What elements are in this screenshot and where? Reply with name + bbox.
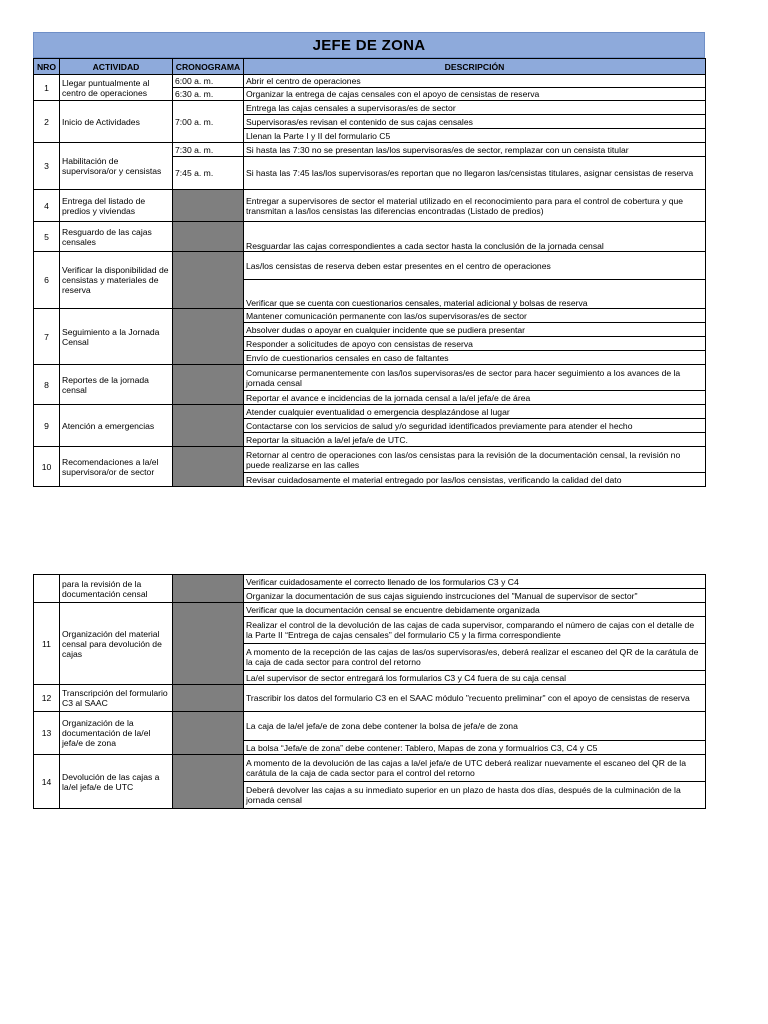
- header-nro: NRO: [34, 59, 60, 75]
- table-row: [34, 190, 706, 222]
- actividad-cell: Atención a emergencias: [60, 405, 173, 447]
- actividad-cell: Inicio de Actividades: [60, 101, 173, 143]
- actividad-cell: para la revisión de la documentación censal: [60, 575, 173, 603]
- descripcion-cell: Entrega las cajas censales a supervisoras/es de sector: [244, 101, 706, 115]
- sheet-title: JEFE DE ZONA: [33, 32, 705, 58]
- nro-cell: 2: [34, 101, 60, 143]
- descripcion-cell: La bolsa “Jefa/e de zona” debe contener: Tablero, Mapas de zona y formualrios C3, C4 y C5: [244, 741, 706, 755]
- cronograma-cell: 7:00 a. m.: [173, 101, 244, 143]
- descripcion-cell: Atender cualquier eventualidad o emergencia desplazándose al lugar: [244, 405, 706, 419]
- descripcion-cell: Verificar que la documentación censal se encuentre debidamente organizada: [244, 603, 706, 617]
- cronograma-empty-cell: [173, 190, 244, 222]
- cronograma-empty-cell: [173, 447, 244, 487]
- descripcion-cell: Absolver dudas o apoyar en cualquier incidente que se pudiera presentar: [244, 323, 706, 337]
- page-1-sheet: [33, 32, 705, 487]
- nro-cell: 5: [34, 222, 60, 252]
- descripcion-cell: Realizar el control de la devolución de las cajas de cada supervisor, comparando el número de cajas con el detalle de la Parte II “Entrega de cajas censales” del formulario C5 y la firma correspondiente: [244, 617, 706, 644]
- descripcion-cell: Organizar la documentación de sus cajas siguiendo instrcuciones del "Manual de supervisor de sector": [244, 589, 706, 603]
- descripcion-cell: Verificar cuidadosamente el correcto llenado de los formularios C3 y C4: [244, 575, 706, 589]
- nro-cell: 7: [34, 309, 60, 365]
- descripcion-cell: Verificar que se cuenta con cuestionarios censales, material adicional y bolsas de reserva: [244, 280, 706, 309]
- table-row: [34, 365, 706, 391]
- nro-cell: 1: [34, 75, 60, 101]
- actividad-cell: Seguimiento a la Jornada Censal: [60, 309, 173, 365]
- descripcion-cell: A momento de la devolución de las cajas a la/el jefa/e de UTC deberá realizar nuevamente el escaneo del QR de la carátula de la caja de cada sector para el control del retorno: [244, 755, 706, 782]
- table-row: [34, 712, 706, 741]
- actividad-cell: Verificar la disponibilidad de censistas y materiales de reserva: [60, 252, 173, 309]
- cronograma-cell: 7:30 a. m.: [173, 143, 244, 157]
- table-header-row: [34, 59, 706, 75]
- nro-cell: 8: [34, 365, 60, 405]
- descripcion-cell: Supervisoras/es revisan el contenido de sus cajas censales: [244, 115, 706, 129]
- cronograma-empty-cell: [173, 685, 244, 712]
- actividad-cell: Entrega del listado de predios y viviendas: [60, 190, 173, 222]
- descripcion-cell: Reportar el avance e incidencias de la jornada censal a la/el jefa/e de área: [244, 391, 706, 405]
- table-row: [34, 143, 706, 157]
- table-row: [34, 575, 706, 589]
- cronograma-empty-cell: [173, 309, 244, 365]
- descripcion-cell: Resguardar las cajas correspondientes a cada sector hasta la conclusión de la jornada censal: [244, 222, 706, 252]
- cronograma-empty-cell: [173, 405, 244, 447]
- cronograma-empty-cell: [173, 603, 244, 685]
- nro-cell: 13: [34, 712, 60, 755]
- descripcion-cell: La caja de la/el jefa/e de zona debe contener la bolsa de jefa/e de zona: [244, 712, 706, 741]
- actividad-cell: Recomendaciones a la/el supervisora/or de sector: [60, 447, 173, 487]
- nro-cell: 11: [34, 603, 60, 685]
- descripcion-cell: Llenan la Parte I y II del formulario C5: [244, 129, 706, 143]
- descripcion-cell: Revisar cuidadosamente el material entregado por las/los censistas, verificando la calidad del dato: [244, 473, 706, 487]
- nro-cell: 9: [34, 405, 60, 447]
- actividad-cell: Organización del material censal para devolución de cajas: [60, 603, 173, 685]
- nro-cell: 4: [34, 190, 60, 222]
- descripcion-cell: Retornar al centro de operaciones con las/os censistas para la revisión de la documentación censal, la revisión no puede realizarse en las calles: [244, 447, 706, 473]
- actividad-cell: Resguardo de las cajas censales: [60, 222, 173, 252]
- activities-table-continued: [33, 574, 706, 809]
- nro-cell: 10: [34, 447, 60, 487]
- cronograma-empty-cell: [173, 712, 244, 755]
- nro-cell: [34, 575, 60, 603]
- actividad-cell: Reportes de la jornada censal: [60, 365, 173, 405]
- cronograma-cell: 6:30 a. m.: [173, 88, 244, 101]
- actividad-cell: Llegar puntualmente al centro de operaciones: [60, 75, 173, 101]
- table-row: [34, 101, 706, 115]
- actividad-cell: Organización de la documentación de la/el jefa/e de zona: [60, 712, 173, 755]
- actividad-cell: Habilitación de supervisora/or y censistas: [60, 143, 173, 190]
- descripcion-cell: La/el supervisor de sector entregará los formularios C3 y C4 fuera de su caja censal: [244, 671, 706, 685]
- header-actividad: ACTIVIDAD: [60, 59, 173, 75]
- descripcion-cell: Trascribir los datos del formulario C3 en el SAAC módulo "recuento preliminar" con el apoyo de censistas de reserva: [244, 685, 706, 712]
- descripcion-cell: Responder a solicitudes de apoyo con censistas de reserva: [244, 337, 706, 351]
- descripcion-cell: Mantener comunicación permanente con las/os supervisoras/es de sector: [244, 309, 706, 323]
- nro-cell: 6: [34, 252, 60, 309]
- nro-cell: 3: [34, 143, 60, 190]
- descripcion-cell: A momento de la recepción de las cajas de las/os supervisoras/es, deberá realizar el escaneo del QR de la carátula de la caja de cada sector para control del retorno: [244, 644, 706, 671]
- descripcion-cell: Reportar la situación a la/el jefa/e de UTC.: [244, 433, 706, 447]
- cronograma-cell: 6:00 a. m.: [173, 75, 244, 88]
- header-descripcion: DESCRIPCIÓN: [244, 59, 706, 75]
- cronograma-cell: 7:45 a. m.: [173, 157, 244, 190]
- header-cronograma: CRONOGRAMA: [173, 59, 244, 75]
- descripcion-cell: Las/los censistas de reserva deben estar presentes en el centro de operaciones: [244, 252, 706, 280]
- nro-cell: 12: [34, 685, 60, 712]
- actividad-cell: Transcripción del formulario C3 al SAAC: [60, 685, 173, 712]
- activities-table: [33, 58, 706, 487]
- descripcion-cell: Organizar la entrega de cajas censales con el apoyo de censistas de reserva: [244, 88, 706, 101]
- page-2-sheet: [33, 574, 705, 809]
- table-row: [34, 405, 706, 419]
- cronograma-empty-cell: [173, 252, 244, 309]
- descripcion-cell: Deberá devolver las cajas a su inmediato superior en un plazo de hasta dos días, después de la culminación de la jornada censal: [244, 782, 706, 809]
- actividad-cell: Devolución de las cajas a la/el jefa/e de UTC: [60, 755, 173, 809]
- descripcion-cell: Comunicarse permanentemente con las/los supervisoras/es de sector para hacer seguimiento a los avances de la jornada censal: [244, 365, 706, 391]
- cronograma-empty-cell: [173, 222, 244, 252]
- table-row: [34, 755, 706, 782]
- table-row: [34, 309, 706, 323]
- table-row: [34, 447, 706, 473]
- descripcion-cell: Abrir el centro de operaciones: [244, 75, 706, 88]
- table-row: [34, 685, 706, 712]
- table-row: [34, 252, 706, 280]
- descripcion-cell: Si hasta las 7:30 no se presentan las/los supervisoras/es de sector, remplazar con un censista titular: [244, 143, 706, 157]
- table-row: [34, 603, 706, 617]
- descripcion-cell: Si hasta las 7:45 las/los supervisoras/es reportan que no llegaron las/censistas titulares, asignar censistas de reserva: [244, 157, 706, 190]
- descripcion-cell: Entregar a supervisores de sector el material utilizado en el reconocimiento para para el control de cobertura y que transmitan a las/los censistas las diferencias encontradas (Listado de predios): [244, 190, 706, 222]
- cronograma-empty-cell: [173, 365, 244, 405]
- table-row: [34, 222, 706, 252]
- descripcion-cell: Contactarse con los servicios de salud y/o seguridad identificados previamente para atender el hecho: [244, 419, 706, 433]
- descripcion-cell: Envío de cuestionarios censales en caso de faltantes: [244, 351, 706, 365]
- cronograma-empty-cell: [173, 575, 244, 603]
- cronograma-empty-cell: [173, 755, 244, 809]
- nro-cell: 14: [34, 755, 60, 809]
- table-row: [34, 75, 706, 88]
